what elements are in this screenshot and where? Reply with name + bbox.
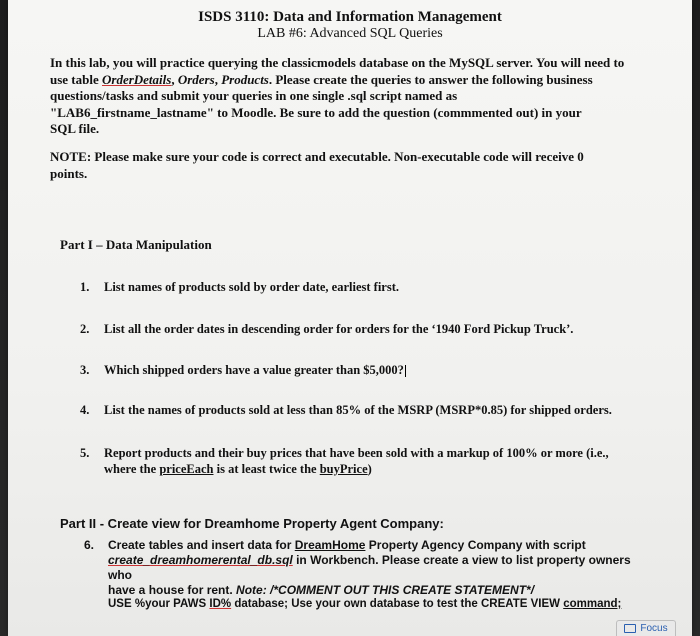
task-item-1 <box>80 279 634 295</box>
task-item-6 <box>84 538 644 598</box>
script-filename: create_dreamhomerental_db.sql <box>108 553 293 567</box>
task-text-line: is at least twice the <box>213 462 320 476</box>
use-text: database; Use your own database to test the CREATE VIEW <box>231 598 564 610</box>
paws-id-text: ID% <box>209 598 232 610</box>
intro-text: , <box>171 71 178 87</box>
page-subtitle: LAB #6: Advanced SQL Queries <box>257 26 443 41</box>
intro-text: . Please create the queries to answer the following business <box>268 71 593 87</box>
part-2-heading: Part II - Create view for Dreamhome Property Agent Company: <box>60 516 444 531</box>
use-text: USE %your PAWS <box>108 598 210 610</box>
note-line-1: NOTE: Please make sure your code is correct and executable. Non-executable code will receive 0 <box>50 149 584 164</box>
task-text-line: Property Agency Company with script <box>365 538 586 552</box>
intro-line-1: In this lab, you will practice querying the classicmodels database on the MySQL server. You will need to <box>50 55 625 70</box>
task-text-wrap <box>104 362 634 378</box>
table-name-orderdetails: OrderDetails <box>102 71 172 87</box>
task-text <box>104 445 634 477</box>
intro-line-4: "LAB6_firstname_lastname" to Moodle. Be sure to add the question (commmented out) in your <box>50 104 582 120</box>
task-item-3 <box>80 362 634 378</box>
column-name-buyprice: buyPrice <box>319 462 368 476</box>
task-item-2 <box>80 321 634 337</box>
task-text-line: in Workbench. Please create a view to list property owners who <box>108 553 631 582</box>
intro-line-3: questions/tasks and submit your queries in one single .sql script named as <box>50 88 458 103</box>
task-text: List all the order dates in descending order for orders for the ‘1940 Ford Pickup Truck’. <box>104 322 574 336</box>
task-text-line: where the <box>104 462 160 476</box>
focus-button[interactable] <box>616 620 676 636</box>
use-database-line <box>108 598 668 610</box>
table-name-orders: Orders <box>177 71 215 87</box>
column-name-priceeach: priceEach <box>159 462 214 476</box>
intro-text: use table <box>50 71 102 87</box>
comment-note: Note: /*COMMENT OUT THIS CREATE STATEMENT*/ <box>236 583 535 597</box>
part-1-heading: Part I – Data Manipulation <box>60 237 212 252</box>
focus-icon <box>624 624 636 633</box>
task-text-line: ) <box>367 462 372 476</box>
task-number: 3. <box>80 363 90 377</box>
task-item-5 <box>80 445 634 477</box>
task-number: 6. <box>84 538 95 552</box>
document-page <box>8 0 692 636</box>
task-item-4 <box>80 402 634 418</box>
text-cursor <box>405 365 406 377</box>
note-paragraph <box>50 148 650 182</box>
task-number: 1. <box>80 280 90 294</box>
task-number: 4. <box>80 403 90 417</box>
task-text-line: Report products and their buy prices that have been sold with a markup of 100% or more (i.e., <box>104 446 609 460</box>
task-text: List the names of products sold at less than 85% of the MSRP (MSRP*0.85) for shipped orders. <box>104 403 612 417</box>
intro-text: , <box>214 71 222 87</box>
task-text-line: have a house for rent. <box>108 583 237 597</box>
task-number: 2. <box>80 322 90 336</box>
task-text: List names of products sold by order date, earliest first. <box>104 280 400 294</box>
task-text: Which shipped orders have a value greater than $5,000? <box>104 363 404 377</box>
task-text <box>108 538 640 598</box>
intro-paragraph <box>50 55 650 138</box>
table-name-products: Products <box>221 71 269 87</box>
command-text: command; <box>563 598 622 610</box>
note-line-2: points. <box>50 166 88 181</box>
intro-line-2 <box>50 72 650 89</box>
task-text-line: Create tables and insert data for <box>108 538 295 552</box>
dreamhome-link: DreamHome <box>294 538 366 552</box>
task-number: 5. <box>80 446 90 460</box>
page-title: ISDS 3110: Data and Information Management <box>198 9 502 25</box>
intro-line-5: SQL file. <box>50 121 100 136</box>
focus-label: Focus <box>640 623 668 634</box>
